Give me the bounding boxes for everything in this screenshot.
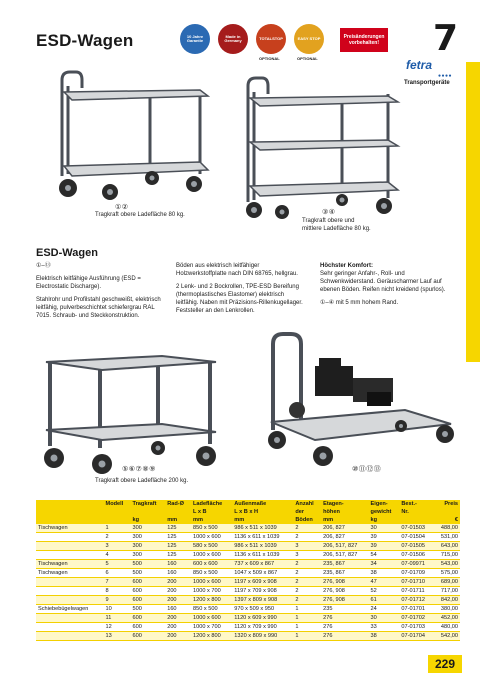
table-cell: 600: [131, 596, 166, 605]
column-header: kg: [132, 516, 140, 523]
caption-4-numbers: ⑩⑪⑫⑬: [352, 466, 382, 473]
table-cell: 1: [293, 632, 321, 641]
table-cell: 200: [165, 578, 191, 587]
table-row: [36, 632, 460, 641]
table-cell: 380,00: [434, 605, 460, 614]
table-row: [36, 605, 460, 614]
table-cell: 1: [293, 614, 321, 623]
table-cell: Schiebebügelwagen: [36, 605, 104, 614]
table-cell: 2: [293, 596, 321, 605]
table-cell: 11: [104, 614, 131, 623]
table-cell: 276, 908: [321, 596, 368, 605]
table-row: [36, 596, 460, 605]
description-column-3: Höchster Komfort: Sehr geringer Anfahr-, Roll- und Schwenkwiderstand. Geräuscharmer Lauf auf ebenen Böden. Reifen nicht kreidend (spurlos). ①–④ mit 5 mm hohem Rand.: [320, 263, 446, 307]
table-cell: 6: [104, 569, 131, 578]
table-cell: 38: [369, 569, 400, 578]
table-cell: 07-01712: [399, 596, 433, 605]
table-cell: 1: [293, 605, 321, 614]
table-cell: 600: [131, 632, 166, 641]
table-cell: 300: [131, 533, 166, 542]
table-cell: 1120 x 609 x 990: [232, 614, 293, 623]
column-header: [104, 508, 131, 516]
table-cell: 160: [165, 569, 191, 578]
table-cell: 1320 x 809 x 990: [232, 632, 293, 641]
table-cell: 24: [369, 605, 400, 614]
table-cell: 200: [165, 623, 191, 632]
badge-caption-optional: OPTIONAL: [259, 56, 280, 61]
table-cell: 276: [321, 614, 368, 623]
table-header-row: [36, 508, 460, 516]
table-cell: 200: [165, 632, 191, 641]
table-cell: 1000 x 600: [191, 533, 232, 542]
table-cell: 206, 827: [321, 533, 368, 542]
table-cell: 07-01709: [399, 569, 433, 578]
table-cell: 600: [131, 614, 166, 623]
table-cell: 300: [131, 551, 166, 560]
table-cell: 235, 867: [321, 560, 368, 569]
table-cell: 07-01701: [399, 605, 433, 614]
column-header: Nr.: [401, 509, 409, 516]
table-cell: 10: [104, 605, 131, 614]
table-row: [36, 560, 460, 569]
column-header: Best.-: [401, 501, 417, 507]
table-cell: 1000 x 600: [191, 551, 232, 560]
badge-caption-optional: OPTIONAL: [297, 56, 318, 61]
table-unit-row: [36, 517, 460, 524]
totalstop-badge: TOTALSTOP: [256, 24, 286, 54]
table-cell: 1200 x 800: [191, 632, 232, 641]
table-cell: Tischwagen: [36, 524, 104, 533]
table-cell: 200: [165, 614, 191, 623]
table-cell: 452,00: [434, 614, 460, 623]
table-header-row: [36, 500, 460, 508]
table-cell: 1000 x 600: [191, 614, 232, 623]
table-cell: 206, 517, 827: [321, 551, 368, 560]
table-cell: 500: [131, 560, 166, 569]
column-header: Modell: [105, 501, 124, 507]
table-cell: 160: [165, 560, 191, 569]
column-header: mm: [323, 516, 334, 523]
column-header: [36, 517, 104, 524]
table-cell: 1047 x 509 x 867: [232, 569, 293, 578]
column-header: [131, 508, 166, 516]
table-cell: 3: [293, 551, 321, 560]
table-cell: [36, 542, 104, 551]
table-cell: 480,00: [434, 623, 460, 632]
table-cell: 206, 827: [321, 524, 368, 533]
description-column-1: ①–⑬ Elektrisch leitfähige Ausführung (ESD = Electrostatic Discharge). Stahlrohr und Profilstahl geschweißt, elektrisch leitfähig, pulverbeschichtet schiefergrau RAL 7015. Schraub- und Steckkonstruktion.: [36, 263, 161, 320]
table-cell: 850 x 500: [191, 605, 232, 614]
table-cell: 125: [165, 533, 191, 542]
table-cell: 160: [165, 605, 191, 614]
table-cell: 715,00: [434, 551, 460, 560]
page-number: 229: [428, 655, 462, 673]
table-cell: 737 x 609 x 867: [232, 560, 293, 569]
table-cell: 1197 x 609 x 908: [232, 578, 293, 587]
table-cell: 33: [369, 623, 400, 632]
table-row: [36, 587, 460, 596]
column-header: Preis: [444, 501, 458, 507]
table-cell: 276: [321, 623, 368, 632]
table-cell: 500: [131, 605, 166, 614]
easystop-badge: EASY STOP: [294, 24, 324, 54]
price-change-note: Preisänderungen vorbehalten!: [340, 28, 388, 52]
table-cell: Tischwagen: [36, 569, 104, 578]
table-cell: 235, 867: [321, 569, 368, 578]
table-cell: 125: [165, 551, 191, 560]
table-cell: 970 x 509 x 950: [232, 605, 293, 614]
table-cell: 488,00: [434, 524, 460, 533]
table-cell: 38: [369, 632, 400, 641]
column-header: [36, 508, 104, 516]
table-cell: 1000 x 700: [191, 587, 232, 596]
table-cell: 07-09971: [399, 560, 433, 569]
table-cell: 531,00: [434, 533, 460, 542]
chapter-tab-bar: [466, 62, 480, 362]
caption-3-numbers: ⑤⑥⑦⑧⑨: [122, 466, 156, 473]
table-row: [36, 623, 460, 632]
table-cell: 34: [369, 560, 400, 569]
table-cell: 986 x 511 x 1039: [232, 542, 293, 551]
table-cell: 1: [293, 623, 321, 632]
table-cell: 850 x 500: [191, 569, 232, 578]
column-header: Außenmaße: [234, 501, 267, 507]
table-cell: [36, 587, 104, 596]
table-cell: 689,00: [434, 578, 460, 587]
table-cell: 1197 x 709 x 908: [232, 587, 293, 596]
caption-3-text: Tragkraft obere Ladefläche 200 kg.: [95, 478, 189, 484]
table-cell: 300: [131, 542, 166, 551]
table-cell: 61: [369, 596, 400, 605]
table-cell: [36, 632, 104, 641]
table-cell: 300: [131, 524, 166, 533]
table-cell: [36, 551, 104, 560]
column-header: [104, 517, 131, 524]
column-header: L x B x H: [234, 509, 259, 516]
logo-dots: ●●●●: [438, 73, 453, 79]
page-title: ESD-Wagen: [36, 31, 134, 50]
table-cell: 39: [369, 542, 400, 551]
table-cell: 235: [321, 605, 368, 614]
table-cell: 07-01703: [399, 623, 433, 632]
table-cell: 07-01506: [399, 551, 433, 560]
trolley-photo-3: [40, 348, 220, 478]
table-cell: [36, 614, 104, 623]
made-in-germany-badge: Made in Germany: [218, 24, 248, 54]
table-cell: Tischwagen: [36, 560, 104, 569]
column-header: Eigen-: [370, 501, 388, 507]
table-cell: 575,00: [434, 569, 460, 578]
table-cell: 07-01711: [399, 587, 433, 596]
table-cell: 30: [369, 524, 400, 533]
table-cell: 2: [104, 533, 131, 542]
table-cell: 07-01504: [399, 533, 433, 542]
table-row: [36, 524, 460, 533]
table-cell: 2: [293, 569, 321, 578]
column-header: Etagen-: [323, 501, 344, 507]
column-header: Tragkraft: [132, 501, 157, 507]
column-header: gewicht: [370, 509, 392, 516]
table-cell: 1136 x 611 x 1039: [232, 533, 293, 542]
table-cell: 1397 x 809 x 908: [232, 596, 293, 605]
table-cell: 717,00: [434, 587, 460, 596]
table-cell: 850 x 500: [191, 524, 232, 533]
table-cell: 125: [165, 524, 191, 533]
table-cell: 7: [104, 578, 131, 587]
table-cell: 200: [165, 596, 191, 605]
table-cell: 2: [293, 533, 321, 542]
table-cell: [36, 623, 104, 632]
table-cell: 125: [165, 542, 191, 551]
table-cell: 5: [104, 560, 131, 569]
trolley-photo-2: [238, 72, 408, 222]
table-cell: 200: [165, 587, 191, 596]
column-header: mm: [193, 516, 203, 523]
table-cell: 543,00: [434, 560, 460, 569]
column-header: €: [454, 516, 458, 523]
table-cell: 2: [293, 587, 321, 596]
table-row: [36, 614, 460, 623]
column-header: Anzahl: [295, 501, 314, 507]
table-cell: 1: [104, 524, 131, 533]
table-cell: 276, 908: [321, 587, 368, 596]
column-header: Rad-Ø: [167, 501, 184, 507]
column-header: kg: [370, 516, 378, 523]
table-cell: 500: [131, 569, 166, 578]
caption-1-numbers: ①②: [115, 204, 129, 211]
table-cell: 842,00: [434, 596, 460, 605]
table-cell: [36, 578, 104, 587]
fetra-logo: fetra: [406, 58, 433, 72]
column-header: [434, 508, 460, 516]
table-cell: 3: [293, 542, 321, 551]
table-cell: 1136 x 611 x 1039: [232, 551, 293, 560]
table-cell: 542,00: [434, 632, 460, 641]
table-row: [36, 551, 460, 560]
column-header: [399, 517, 433, 524]
table-cell: 8: [104, 587, 131, 596]
column-header: mm: [167, 516, 178, 523]
table-cell: 12: [104, 623, 131, 632]
table-row: [36, 542, 460, 551]
table-cell: 206, 517, 827: [321, 542, 368, 551]
table-cell: 580 x 500: [191, 542, 232, 551]
table-cell: 4: [104, 551, 131, 560]
table-cell: 07-01505: [399, 542, 433, 551]
description-column-2: Böden aus elektrisch leitfähiger Holzwerkstoffplatte nach DIN 68765, hellgrau. 2 Lenk- und 2 Bockrollen, TPE-ESD Bereifung (thermoplastisches Elastomer) elektrisch leitfähig. Naben mit Präzisions-Rillenkugellager. Feststeller an den Lenkrollen.: [176, 263, 303, 315]
column-header: [165, 508, 191, 516]
table-cell: 9: [104, 596, 131, 605]
table-row: [36, 569, 460, 578]
table-cell: 2: [293, 524, 321, 533]
table-cell: 13: [104, 632, 131, 641]
table-row: [36, 578, 460, 587]
caption-2-numbers: ③④: [322, 209, 336, 216]
table-cell: 54: [369, 551, 400, 560]
table-cell: [36, 533, 104, 542]
column-header: L x B: [193, 509, 207, 516]
table-cell: 1120 x 709 x 990: [232, 623, 293, 632]
table-cell: 47: [369, 578, 400, 587]
table-cell: 1000 x 600: [191, 578, 232, 587]
table-cell: 52: [369, 587, 400, 596]
table-cell: 600 x 600: [191, 560, 232, 569]
column-header: mm: [234, 516, 245, 523]
column-header: höhen: [323, 509, 340, 516]
trolley-photo-1: [40, 66, 210, 206]
table-cell: 07-01702: [399, 614, 433, 623]
table-cell: 07-01710: [399, 578, 433, 587]
table-cell: 1000 x 700: [191, 623, 232, 632]
table-cell: 643,00: [434, 542, 460, 551]
table-cell: 2: [293, 578, 321, 587]
trolley-photo-4: [255, 330, 455, 475]
logo-subtitle: Transportgeräte: [404, 80, 450, 86]
column-header: Böden: [295, 516, 313, 523]
table-cell: 276: [321, 632, 368, 641]
table-cell: 600: [131, 623, 166, 632]
table-cell: 39: [369, 533, 400, 542]
caption-1-text: Tragkraft obere Ladefläche 80 kg.: [95, 212, 185, 218]
table-cell: 276, 908: [321, 578, 368, 587]
table-cell: 07-01704: [399, 632, 433, 641]
section-title: ESD-Wagen: [36, 247, 98, 259]
caption-2-text: Tragkraft obere und mittlere Ladefläche 80 kg.: [302, 218, 371, 232]
column-header: [36, 500, 104, 508]
column-header: Ladefläche: [193, 501, 223, 507]
table-cell: 07-01503: [399, 524, 433, 533]
table-cell: 30: [369, 614, 400, 623]
warranty-badge: 10 Jahre Garantie: [180, 24, 210, 54]
table-row: [36, 533, 460, 542]
table-cell: 600: [131, 587, 166, 596]
feature-badges: [180, 24, 330, 64]
table-cell: 600: [131, 578, 166, 587]
table-cell: 986 x 511 x 1039: [232, 524, 293, 533]
price-table: [36, 500, 460, 641]
table-cell: [36, 596, 104, 605]
table-cell: 2: [293, 560, 321, 569]
chapter-number: 7: [433, 18, 459, 59]
column-header: der: [295, 509, 305, 516]
table-cell: 1200 x 800: [191, 596, 232, 605]
table-cell: 3: [104, 542, 131, 551]
